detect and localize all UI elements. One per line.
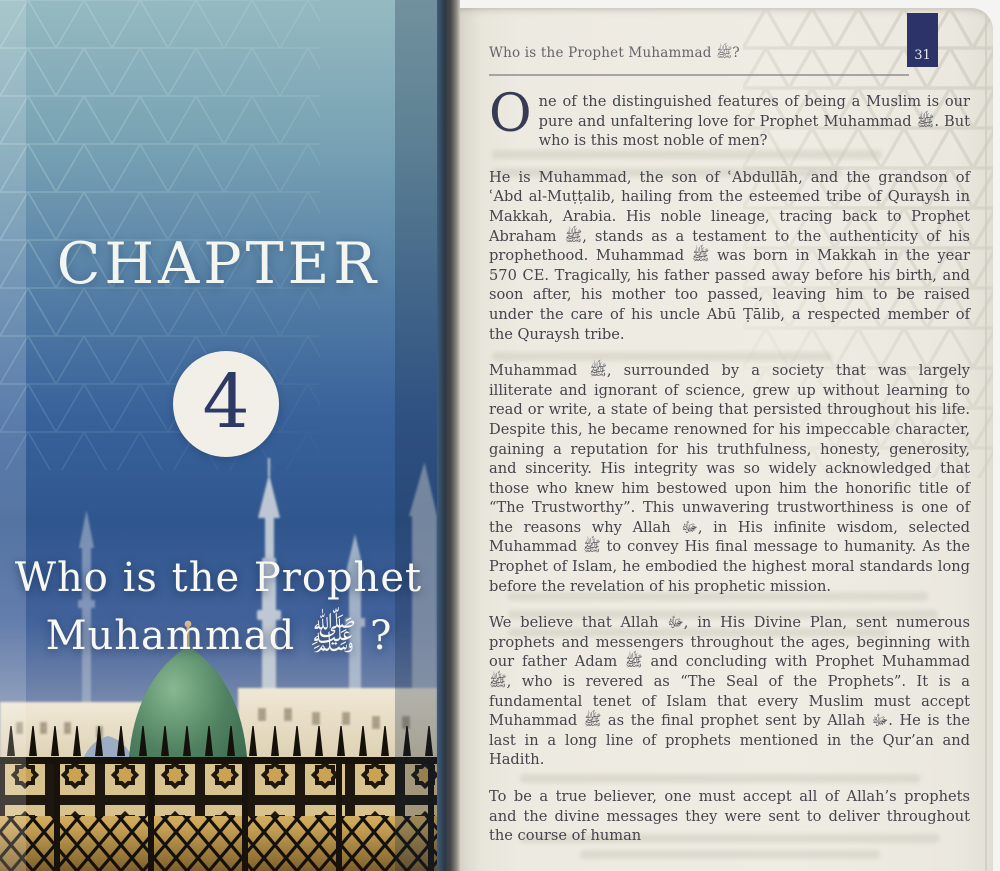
body-paragraph: To be a true believer, one must accept all of Allah’s prophets and the divine messages they were sent to deliver throughout the course of human: [489, 788, 970, 845]
chapter-title-line2: Muhammad ﷺ ?: [45, 613, 392, 659]
page-edge-line: [985, 8, 987, 871]
chapter-number: 4: [202, 359, 250, 445]
page-number: 31: [914, 48, 931, 63]
chapter-title-line1: Who is the Prophet: [14, 555, 423, 601]
body-paragraph: We believe that Allah ﷻ, in His Divine Plan, sent numerous prophets and messengers throughout the ages, beginning with our father Adam ﷺ and concluding with Prophet Muhammad ﷺ, who is revered as “The Seal of the Prophets”. It is a fundamental tenet of Islam that every Muslim must accept Muhammad ﷺ as the final prophet sent by Allah ﷻ. He is the last in a long line of prophets mentioned in the Qur’an and Hadith.: [489, 614, 970, 769]
chapter-number-badge: [173, 351, 279, 457]
right-page: [460, 8, 993, 871]
book-gutter-shadow: [437, 0, 460, 871]
left-page: [0, 0, 437, 871]
body-paragraph: Muhammad ﷺ, surrounded by a society that was largely illiterate and ignorant of science, grew up without learning to read or write, a state of being that persisted throughout his life. Despite this, he became renowned for his impeccable character, gaining a reputation for his truthfulness, honesty, generosity, and sincerity. His integrity was so widely acknowledged that those who knew him bestowed upon him the honorific title of “The Trustworthy”. This unwavering trustworthiness is one of the reasons why Allah ﷻ, in His infinite wisdom, selected Muhammad ﷺ to convey His final message to humanity. As the Prophet of Islam, he embodied the highest moral standards long before the revelation of his prophetic mission.: [489, 362, 971, 595]
chapter-title: [0, 552, 437, 662]
ornate-fence: [0, 726, 437, 871]
page-number-badge: [907, 13, 938, 67]
running-head: [489, 44, 929, 64]
body-paragraph: [489, 84, 970, 151]
body-paragraph: He is Muhammad, the son of ʿAbdullāh, and the grandson of ʿAbd al-Muṭṭalib, hailing from the esteemed tribe of Quraysh in Makkah, Arabia. His noble lineage, tracing back to Prophet Abraham ﷺ, stands as a testament to the authenticity of his prophethood. Muhammad ﷺ was born in Makkah in the year 570 CE. Tragically, his father passed away before his birth, and soon after, his mother too passed, leaving him to be raised under the care of his uncle Abū Ṭālib, a respected member of the Quraysh tribe.: [489, 168, 970, 343]
paragraph-text: ne of the distinguished features of being a Muslim is our pure and unfaltering love for Prophet Muhammad ﷺ. But who is this most noble of men?: [538, 93, 970, 150]
running-title: Who is the Prophet Muhammad ﷺ?: [489, 45, 740, 61]
chapter-label: CHAPTER: [56, 231, 381, 297]
page-body: [489, 84, 971, 863]
header-rule: [489, 74, 909, 76]
drop-cap: O: [489, 84, 532, 144]
